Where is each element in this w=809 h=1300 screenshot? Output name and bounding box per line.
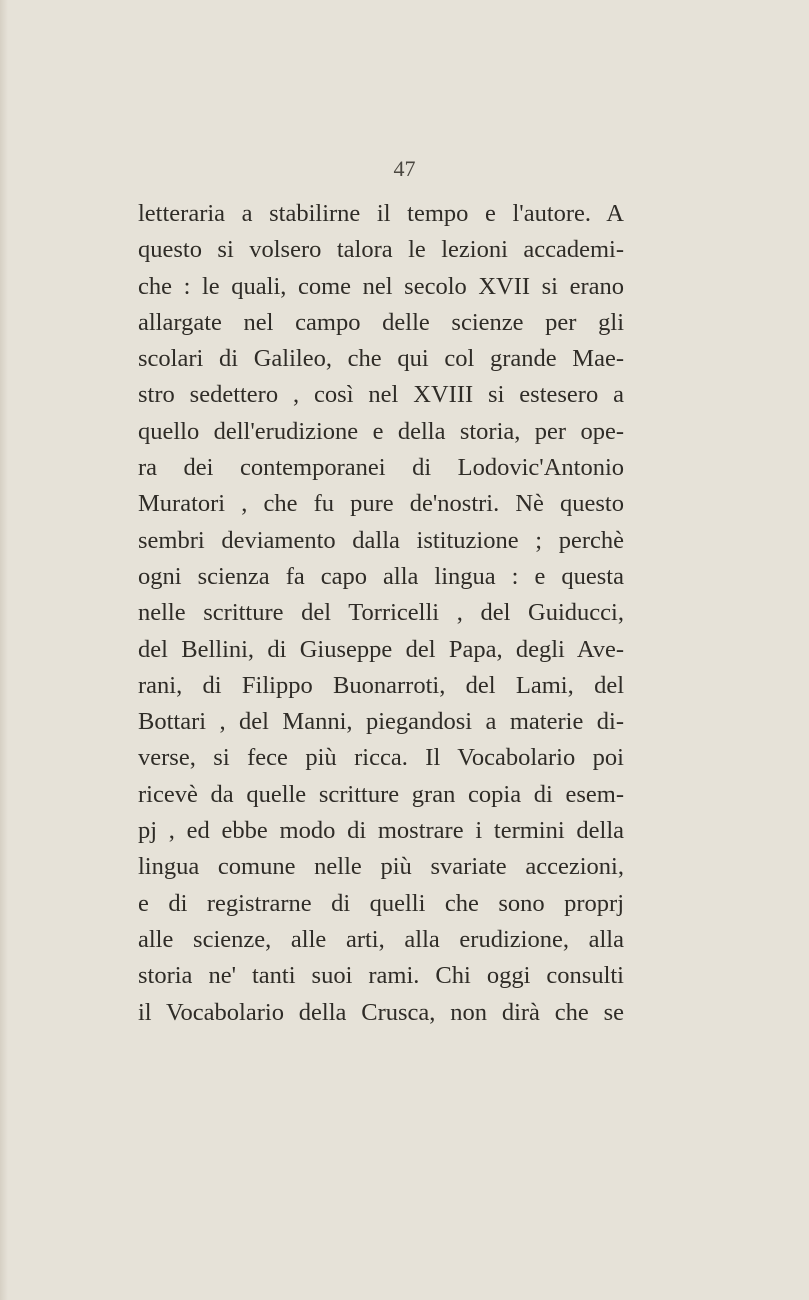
text-line: ricevè da quelle scritture gran copia di esem- [138, 780, 624, 808]
text-line: storia ne' tanti suoi rami. Chi oggi consulti [138, 962, 624, 990]
text-line: Muratori , che fu pure de'nostri. Nè questo [138, 490, 624, 518]
page-number: 47 [393, 156, 416, 181]
text-line: alle scienze, alle arti, alla erudizione, alla [138, 925, 624, 953]
text-line: scolari di Galileo, che qui col grande Mae- [138, 345, 624, 373]
text-line: pj , ed ebbe modo di mostrare i termini della [138, 817, 624, 845]
text-line: lingua comune nelle più svariate accezioni, [138, 853, 624, 881]
text-line: ra dei contemporanei di Lodovic'Antonio [138, 454, 624, 482]
text-line: del Bellini, di Giuseppe del Papa, degli Ave- [138, 635, 624, 663]
body-text [138, 196, 624, 1031]
text-line: allargate nel campo delle scienze per gli [138, 308, 624, 336]
text-line: quello dell'erudizione e della storia, per ope- [138, 417, 624, 445]
text-line: questo si volsero talora le lezioni accademi- [138, 236, 624, 264]
text-line: stro sedettero , così nel XVIII si estesero a [138, 381, 624, 409]
text-line: rani, di Filippo Buonarroti, del Lami, del [138, 671, 624, 699]
text-line: e di registrarne di quelli che sono proprj [138, 889, 624, 917]
text-line: Bottari , del Manni, piegandosi a materie di- [138, 708, 624, 736]
text-line: letteraria a stabilirne il tempo e l'autore. A [138, 200, 624, 227]
page-binding-edge [0, 0, 8, 1300]
text-line: ogni scienza fa capo alla lingua : e questa [138, 562, 624, 590]
text-line: nelle scritture del Torricelli , del Guiducci, [138, 599, 624, 627]
text-line: sembri deviamento dalla istituzione ; perchè [138, 526, 624, 554]
text-line: il Vocabolario della Crusca, non dirà che se [138, 998, 624, 1026]
text-line: verse, si fece più ricca. Il Vocabolario poi [138, 744, 624, 772]
text-line: che : le quali, come nel secolo XVII si erano [138, 272, 624, 300]
